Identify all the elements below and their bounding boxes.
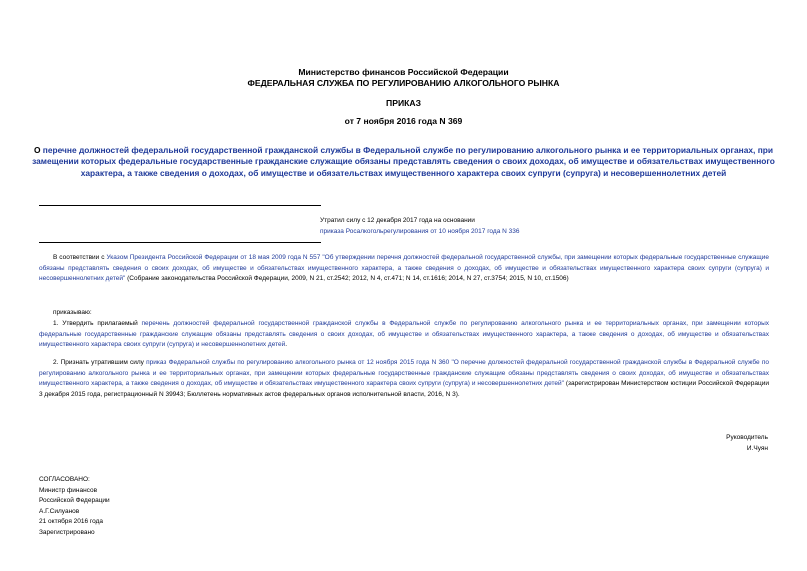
- agreed-line2: Министр финансов: [39, 486, 98, 494]
- decree-link[interactable]: Указом Президента Российской Федерации от 18 мая 2009 года N 557 "Об утверждении перечня должностей федеральной государственной службы, при замещении которых федеральные государственные служащие обязаны представлять сведения о своих доходах, об имуществе и обязательствах имущественного характера, а также сведения о доходах, об имуществе и обязательствах имущественного характера своих супруги (супруга) и несовершеннолетних детей": [39, 254, 769, 283]
- signer-name: И.Чуян: [746, 444, 768, 452]
- title-prefix: О: [33, 145, 43, 155]
- agreed-line4: А.Г.Силуанов: [39, 507, 80, 515]
- header-block: [0, 67, 807, 88]
- agreed-line3: Российской Федерации: [39, 497, 110, 505]
- agreed-line1: СОГЛАСОВАНО:: [39, 476, 90, 483]
- document-title: [30, 145, 777, 179]
- preamble-text2: (Собрание законодательства Российской Федерации, 2009, N 21, ст.2542; 2012, N 4, ст.471; N 14, ст.1616; 2014, N 27, ст.3754; 2015, N 10, ст.1506): [125, 275, 569, 283]
- status-link[interactable]: приказа Росалкогольрегулирования от 10 ноября 2017 года N 336: [320, 228, 520, 235]
- item-1: [39, 319, 769, 351]
- ministry-name: Министерство финансов Российской Федерации: [298, 67, 509, 77]
- list-link[interactable]: перечень должностей федеральной государственной гражданской службы в Федеральной службе по регулированию алкогольного рынка и ее территориальных органах, при замещении которых федеральные государственные гражданские служащие обязаны представлять сведения о своих доходах, об имуществе и обязательствах имущественного характера, а также сведения о доходах, об имуществе и обязательствах имущественного характера своих супруги (супруга) и несовершеннолетних детей: [39, 320, 769, 349]
- status-line1: Утратил силу с 12 декабря 2017 года на основании: [320, 217, 475, 224]
- preamble-text1: В соответствии с: [53, 254, 107, 261]
- item-2: [39, 358, 769, 400]
- signature-block: [726, 433, 768, 454]
- title-link[interactable]: перечне должностей федеральной государственной гражданской службы в Федеральной службе по регулированию алкогольного рынка и ее территориальных органах, при замещении которых федеральные государственные гражданские служащие обязаны представлять сведения о своих доходах, об имуществе и обязательствах имущественного характера, а также сведения о доходах, об имуществе и обязательствах имущественного характера своих супруги (супруга) и несовершеннолетних детей: [32, 145, 775, 178]
- agreed-line5: 21 октября 2016 года: [39, 518, 104, 526]
- order-word: приказываю:: [53, 309, 92, 316]
- service-name: ФЕДЕРАЛЬНАЯ СЛУЖБА ПО РЕГУЛИРОВАНИЮ АЛКОГОЛЬНОГО РЫНКА: [247, 77, 560, 88]
- doc-date-number: от 7 ноября 2016 года N 369: [344, 116, 463, 126]
- agreed-line6: Зарегистрировано: [39, 528, 95, 536]
- divider-top: [39, 205, 321, 206]
- old-order-link[interactable]: приказ Федеральной службы по регулированию алкогольного рынка от 12 ноября 2015 года N 360 "О перечне должностей федеральной государственной гражданской службы в Федеральной службе по регулированию алкогольного рынка и ее территориальных органах, при замещении которых федеральные государственные гражданские служащие обязаны представлять сведения о своих доходах, об имуществе и обязательствах имущественного характера, а также сведения о доходах, об имуществе и обязательствах имущественного характера своих супруги (супруга) и несовершеннолетних детей": [39, 359, 769, 388]
- preamble-paragraph: [39, 253, 769, 285]
- doc-type: ПРИКАЗ: [386, 98, 421, 108]
- signer-role: Руководитель: [726, 434, 768, 441]
- item1-text2: .: [285, 341, 288, 349]
- agreed-block: [39, 475, 110, 539]
- item1-text1: 1. Утвердить прилагаемый: [53, 320, 142, 327]
- item2-text1: 2. Признать утратившим силу: [53, 359, 147, 366]
- status-note: [320, 215, 519, 237]
- item2-text2: (зарегистрирован Министерством юстиции Российской Федерации 3 декабря 2015 года, регистрационный N 39943; Бюллетень нормативных актов федеральных органов исполнительной власти, 2016, N 3).: [39, 380, 769, 398]
- divider-bottom: [39, 242, 321, 243]
